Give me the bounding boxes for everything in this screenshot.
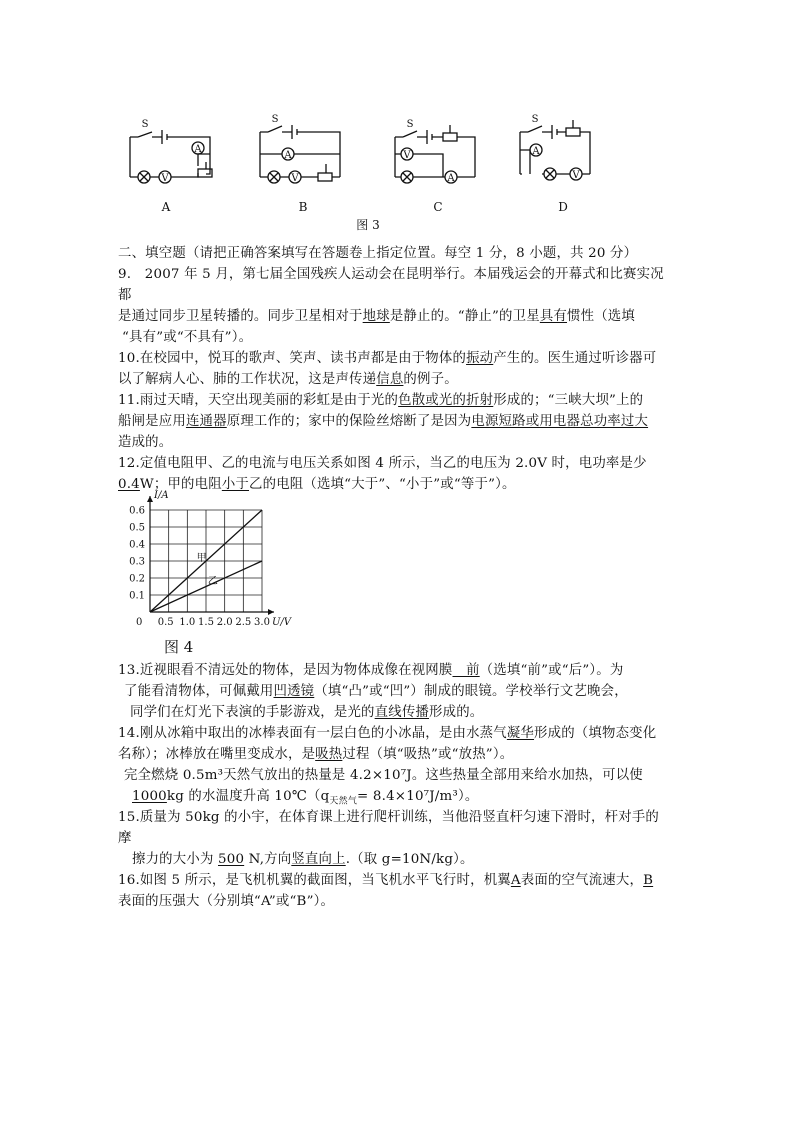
q11-answer-3: 电源短路或用电器总功率过大 [471,414,649,429]
figure-3-caption: 图 3 [356,218,380,232]
option-d-label: D [558,200,568,214]
y-tick-label: 0.6 [129,505,145,517]
q11-line-3: 造成的。 [118,435,173,450]
q9-line-1: 9. 2007 年 5 月，第七届全国残疾人运动会在昆明举行。本届残运会的开幕式和比赛实况 [118,267,664,282]
y-axis-arrow [147,496,153,502]
q10-text: 以了解病人心、肺的工作状况，这是声传递 [118,372,377,387]
x-tick-label: 0.5 [157,617,174,628]
q16-line-2: 表面的压强大（分别填“A”或“B”）。 [118,894,335,909]
circuit-d-switch-label: S [531,114,539,125]
circuit-b-switch-label: S [271,114,279,125]
q15-line-3 [132,849,474,870]
x-tick-label: 3.0 [254,617,270,628]
q9-answer-2: 具有 [539,309,568,324]
q16-line-1 [118,870,653,891]
q14-line-1 [118,723,656,744]
q15-line-1: 15.质量为 50kg 的小宇，在体育课上进行爬杆训练，当他沿竖直杆匀速下滑时，杆对手的 [118,810,660,825]
x-tick-label: 1.0 [179,617,196,628]
q14-line-2 [118,744,513,765]
series-label-yi: 乙 [207,575,218,587]
q10-text: 的例子。 [403,372,458,387]
circuit-a-switch-label: S [141,119,149,130]
q15-text: 擦力的大小为 [132,852,218,867]
y-tick-label: 0.3 [129,556,145,568]
circuit-b-diagram [260,125,340,183]
y-tick-label: 0.5 [129,522,145,534]
x-tick-label: 1.5 [198,617,214,628]
y-tick-label: 0.2 [129,573,145,585]
q11-text: 形成的；“三峡大坝”上的 [493,393,644,408]
q9-text: 是通过同步卫星转播的。同步卫星相对于 [118,309,363,324]
q9-line-4: “具有”或“不具有”）。 [122,330,253,345]
q14-text: 形成的（填物态变化 [534,726,657,741]
x-axis-label: U/V [272,617,292,628]
q14-text: 名称）；冰棒放在嘴里变成水，是 [118,747,316,762]
q13-line-1 [118,660,623,681]
x-tick-label: 2.0 [216,617,233,628]
option-c-label: C [433,200,443,214]
y-tick-label: 0.4 [129,539,145,551]
q13-text: 形成的。 [429,705,484,720]
q9-answer-1: 地球 [362,309,390,324]
circuit-c-switch-label: S [406,119,414,130]
figure-4-caption: 图 4 [164,638,194,656]
q11-answer-2: 连通器 [185,414,227,429]
circuit-b-voltmeter-label: V [291,173,299,184]
q12-text: W；甲的电阻 [139,477,222,492]
q14-answer-1: 凝华 [506,726,535,741]
q13-text: 同学们在灯光下表演的手影游戏，是光的 [130,705,375,720]
q12-text: 乙的电阻（选填“大于”、“小于”或“等于”）。 [249,477,516,492]
q13-line-2 [124,681,628,702]
q14-text: 过程（填“吸热”或“放热”）。 [342,747,514,762]
q15-answer-1: 500 [218,852,245,867]
x-tick-label: 2.5 [235,617,252,628]
q14-text: 14.刚从冰箱中取出的冰棒表面有一层白色的小冰晶，是由水蒸气 [118,726,507,741]
q13-text: （选填“前”或“后”）。为 [479,663,624,678]
figure-4-iu-graph [118,490,318,660]
q11-text: 船闸是应用 [118,414,186,429]
q16-answer-2: B [643,873,654,888]
section-heading: 二、填空题（请把正确答案填写在答题卷上指定位置。每空 1 分，8 小题，共 20 分） [118,246,638,261]
q9-line-3 [118,306,635,327]
q10-text: 10.在校园中，悦耳的歌声、笑声、读书声都是由于物体的 [118,351,467,366]
circuit-a-voltmeter-label: V [161,173,169,184]
q13-answer-3: 直线传播 [374,705,430,720]
q14-answer-2: 吸热 [315,747,343,762]
figure-3-circuit-diagrams [118,112,638,237]
origin-label: 0 [136,617,143,628]
circuit-b-ammeter-label: A [284,150,292,161]
q9-text: 是静止的。“静止”的卫星 [389,309,540,324]
q14-subscript: 天然气 [329,796,358,807]
q10-answer-1: 振动 [466,351,494,366]
q16-text: 16.如图 5 所示，是飞机机翼的截面图，当飞机水平飞行时，机翼 [118,873,511,888]
q13-text: 13.近视眼看不清远处的物体，是因为物体成像在视网膜 [118,663,453,678]
y-tick-label: 0.1 [129,590,145,602]
x-axis-arrow [268,609,274,615]
q10-text: 产生的。医生通过听诊器可 [493,351,657,366]
circuit-d-voltmeter-label: V [572,170,580,181]
q12-answer-2: 小于 [221,477,250,492]
q10-line-1 [118,348,656,369]
q16-text: 表面的空气流速大， [520,873,644,888]
q13-text: 了能看清物体，可佩戴用 [124,684,274,699]
option-a-label: A [161,200,171,214]
circuit-a-diagram [130,130,212,183]
q16-answer-1: A [510,873,521,888]
q15-answer-2: 竖直向上 [291,852,346,867]
q15-text: .（取 g=10N/kg）。 [345,852,474,867]
q10-answer-2: 信息 [376,372,404,387]
circuit-d-ammeter-label: A [532,146,540,157]
series-label-jia: 甲 [196,553,207,564]
q9-text: 惯性（选填 [567,309,635,324]
circuit-c-voltmeter-label: V [403,150,411,161]
q13-line-3 [130,702,483,723]
q14-answer-3: 1000 [132,789,167,804]
q12-line-1: 12.定值电阻甲、乙的电流与电压关系如图 4 所示，当乙的电压为 2.0V 时，电功率是少 [118,456,647,471]
q13-answer-2: 凹透镜 [273,684,315,699]
q11-answer-1: 色散或光的折射 [398,393,494,408]
q14-line-3: 完全燃烧 0.5m³天然气放出的热量是 4.2×10⁷J。这些热量全部用来给水加热，可以使 [124,768,643,783]
q9-line-2: 都 [118,288,132,303]
q15-text: N,方向 [244,852,292,867]
q11-line-2 [118,411,648,432]
q14-text: = 8.4×10⁷J/m³）。 [357,789,479,804]
q13-text: （填“凸”或“凹”）制成的眼镜。学校举行文艺晚会， [314,684,628,699]
q13-answer-1: 前 [452,663,480,678]
q14-text: kg 的水温度升高 10℃（q [166,789,330,804]
q11-text: 11.雨过天晴，天空出现美丽的彩虹是由于光的 [118,393,399,408]
q12-answer-1: 0.4 [118,477,140,492]
q10-line-2 [118,369,458,390]
q12-line-2 [118,474,516,495]
q11-text: 原理工作的；家中的保险丝熔断了是因为 [226,414,472,429]
option-b-label: B [298,200,308,214]
circuit-c-ammeter-label: A [447,173,455,184]
q11-line-1 [118,390,643,411]
y-axis-label: I/A [154,490,169,501]
circuit-a-ammeter-label: A [194,144,202,155]
q15-line-2: 摩 [118,831,132,846]
